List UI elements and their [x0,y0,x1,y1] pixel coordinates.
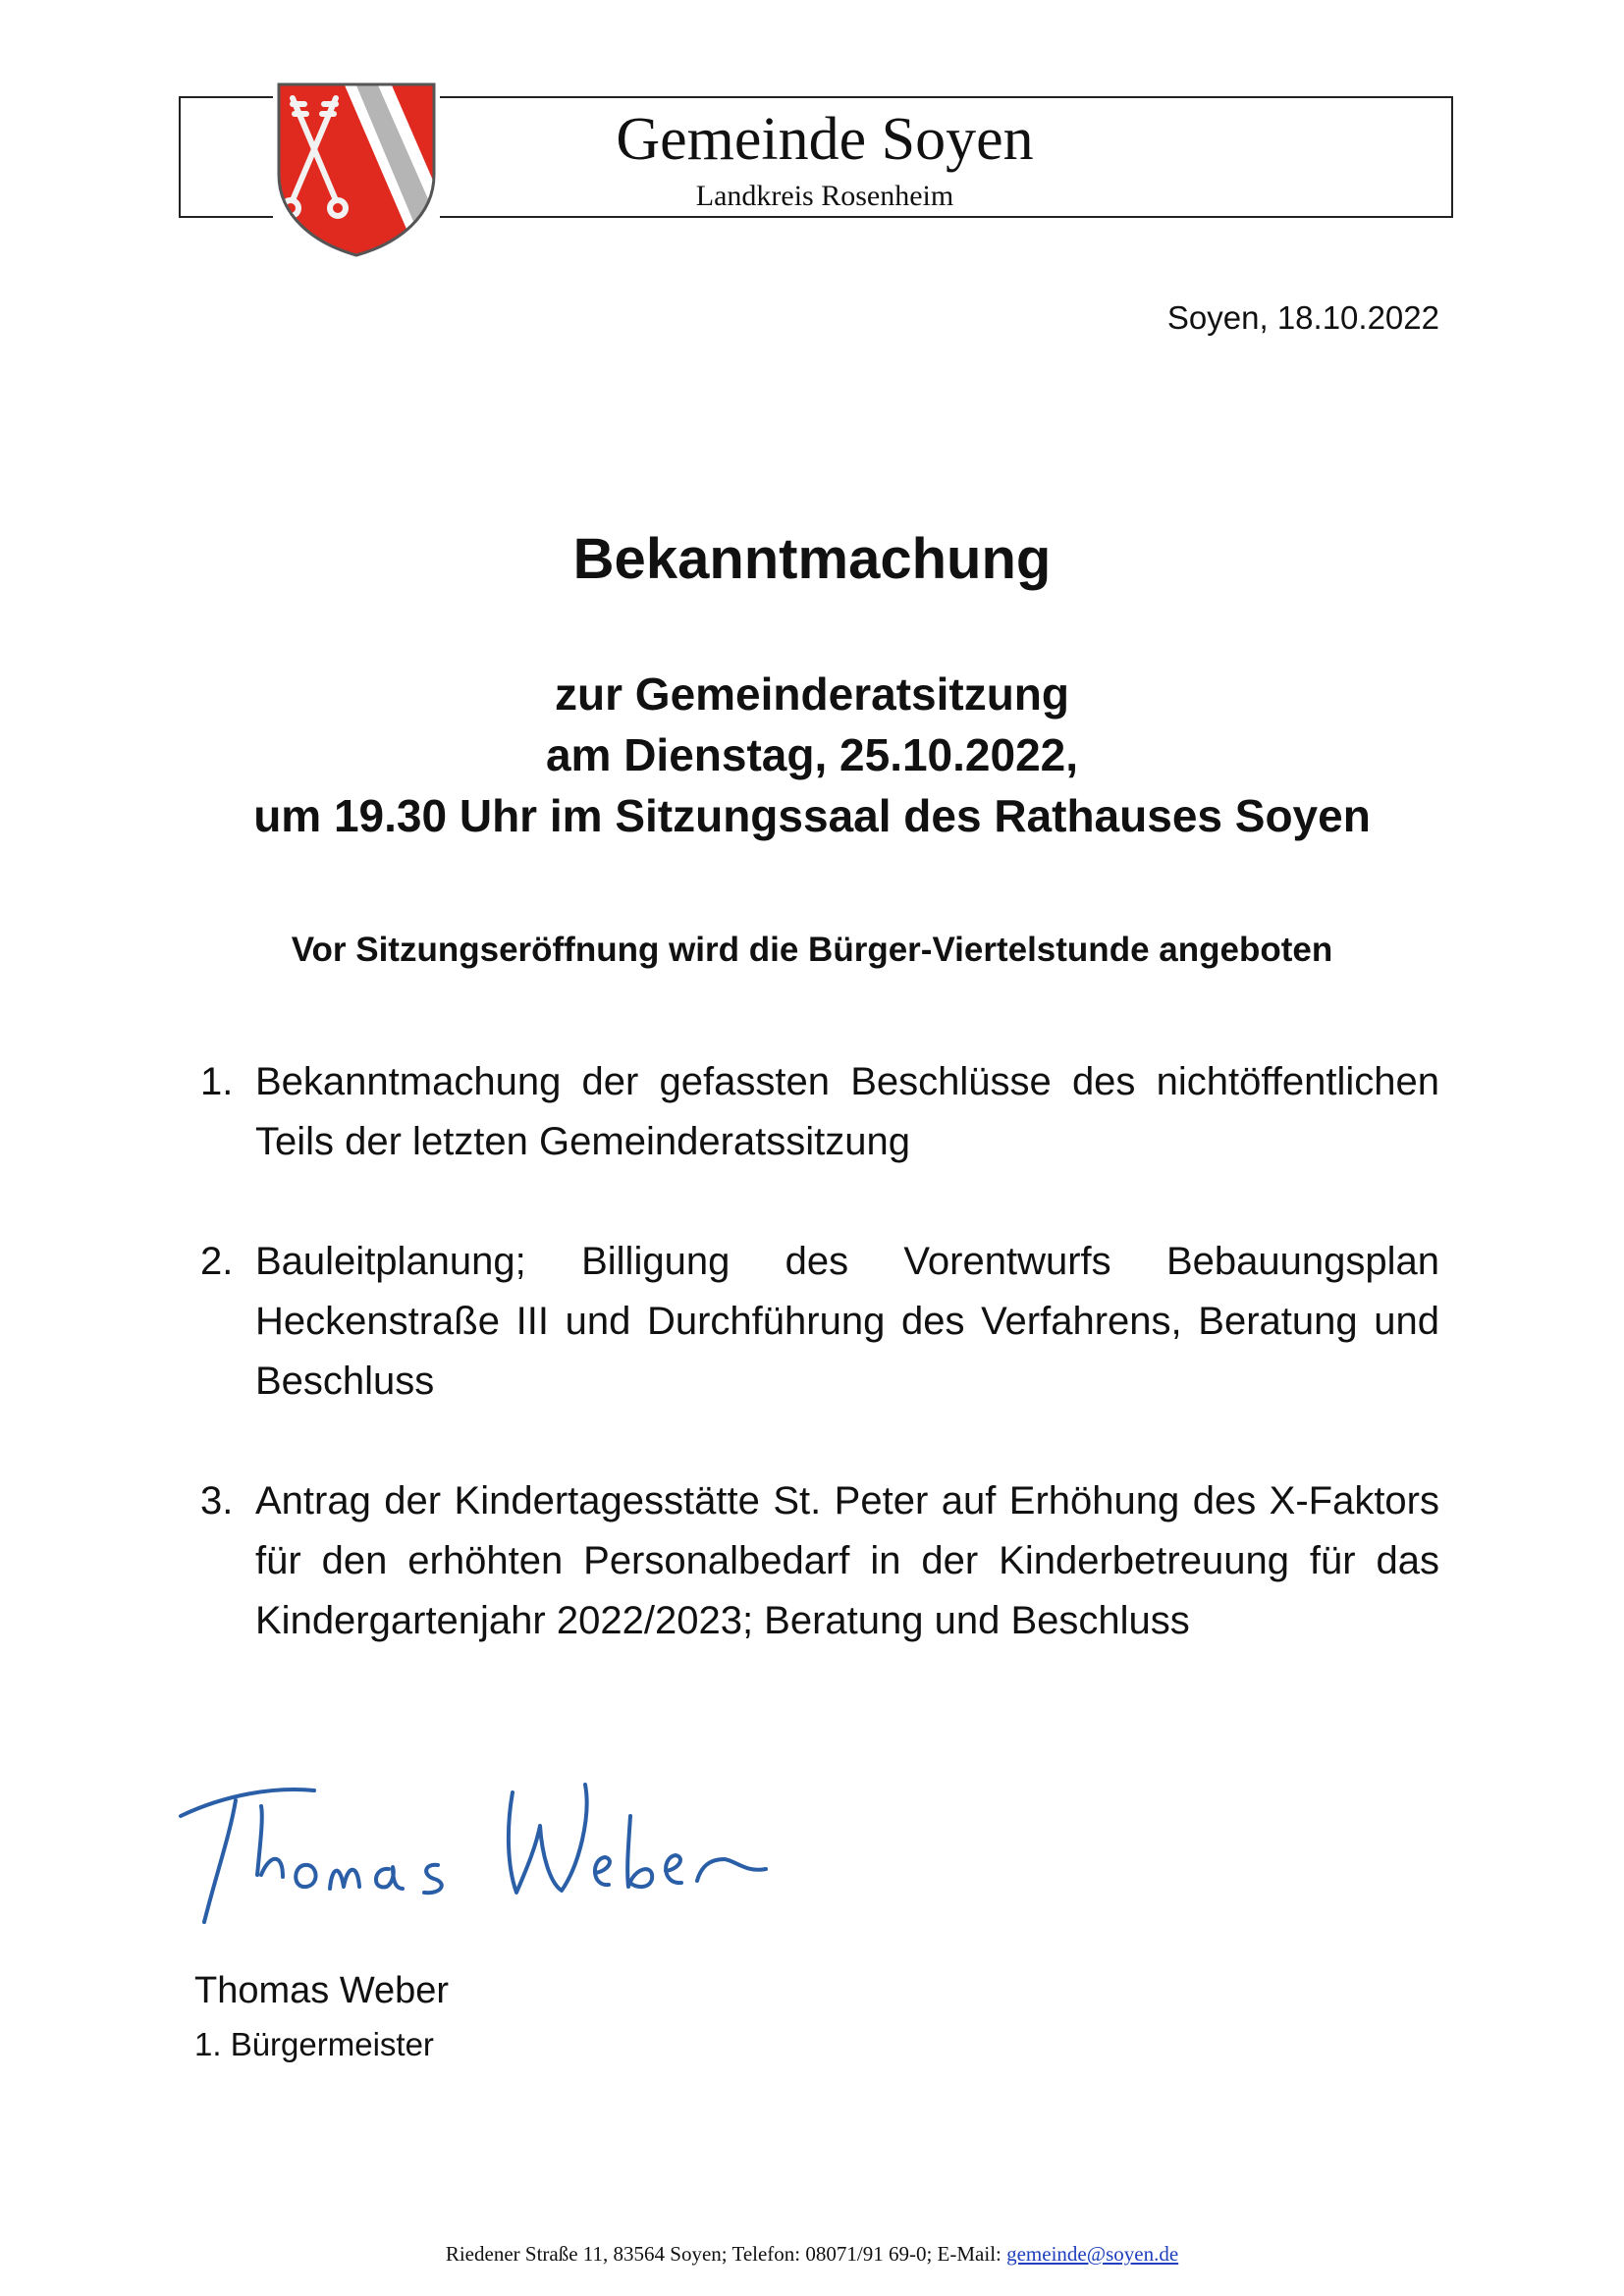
coat-of-arms-icon [273,79,440,261]
agenda-item-number: 3. [200,1479,234,1522]
agenda-item [200,1471,1439,1651]
agenda-list [200,1052,1439,1711]
signer-name: Thomas Weber [194,1970,450,2011]
meeting-details [0,664,1624,846]
agenda-item-text: Bekanntmachung der gefassten Beschlüsse des nichtöffentlichen Teils der letzten Gemeinderatssitzung [255,1060,1439,1163]
agenda-item [200,1052,1439,1172]
meeting-line-1: zur Gemeinderatsitzung [555,668,1069,720]
citizen-quarter-hour-notice: Vor Sitzungseröffnung wird die Bürger-Viertelstunde angeboten [291,931,1333,969]
handwritten-signature [167,1757,795,1944]
document-title: Bekanntmachung [572,527,1052,591]
meeting-line-2: am Dienstag, 25.10.2022, [545,729,1079,780]
agenda-item-text: Bauleitplanung; Billigung des Vorentwurfs Bebauungsplan Heckenstraße III und Durchführung des Verfahrens, Beratung und Beschluss [255,1240,1439,1403]
footer-contact [0,2240,1624,2268]
district-name: Landkreis Rosenheim [695,180,954,212]
agenda-item-number: 1. [200,1060,234,1103]
agenda-item-number: 2. [200,1240,234,1283]
signer-role: 1. Bürgermeister [194,2026,434,2062]
footer-address: Riedener Straße 11, 83564 Soyen; Telefon: 08071/91 69-0; E-Mail: [445,2242,1007,2266]
agenda-item-text: Antrag der Kindertagesstätte St. Peter auf Erhöhung des X-Faktors für den erhöhten Personalbedarf in der Kinderbetreuung für das Kindergartenjahr 2022/2023; Beratung und Beschluss [255,1479,1439,1642]
municipality-name: Gemeinde Soyen [616,106,1034,173]
agenda-item [200,1232,1439,1412]
meeting-line-3: um 19.30 Uhr im Sitzungssaal des Rathauses Soyen [253,790,1371,841]
document-date: Soyen, 18.10.2022 [1166,299,1439,336]
footer-email-link[interactable]: gemeinde@soyen.de [1006,2242,1179,2266]
